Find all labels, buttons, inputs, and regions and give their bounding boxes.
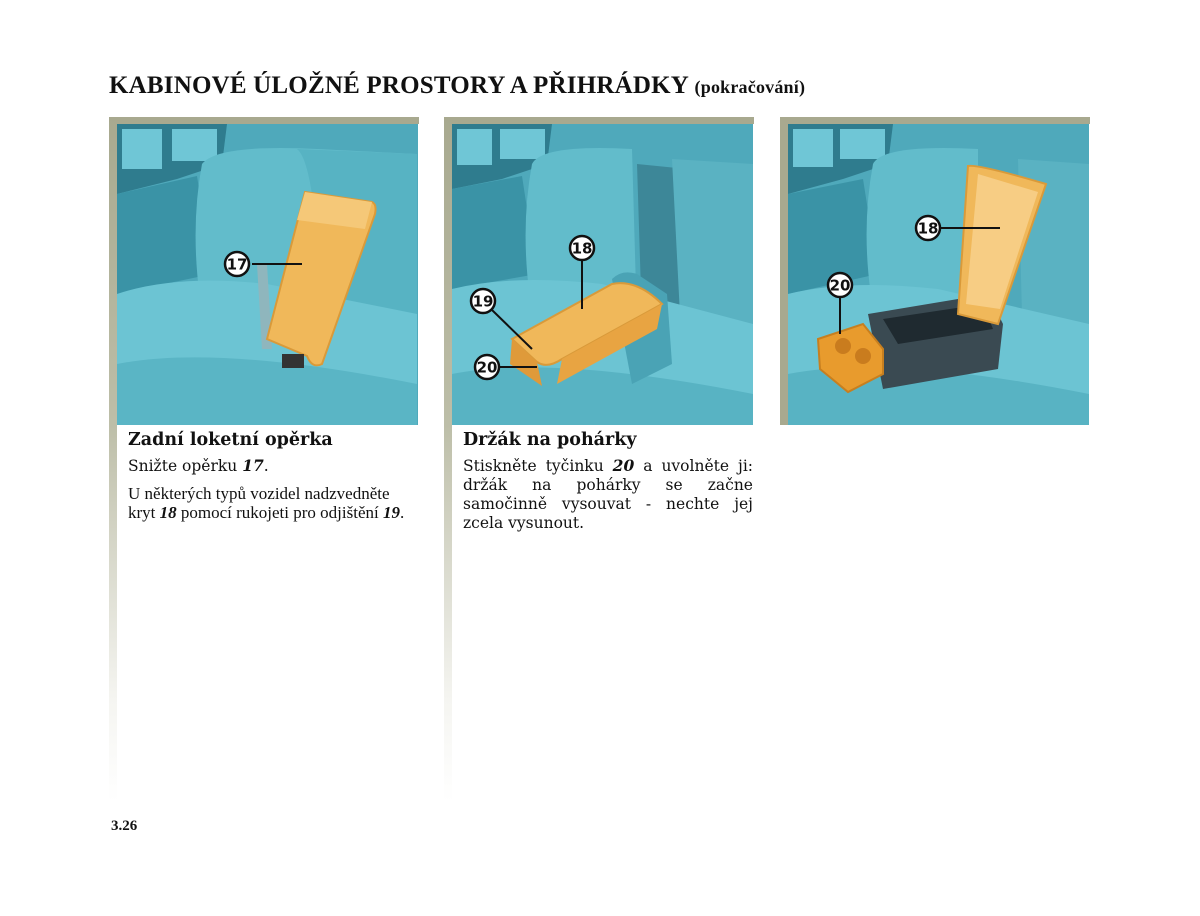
column-left-rule — [444, 117, 452, 802]
paragraph: Snižte opěrku 17. — [128, 456, 269, 475]
column-top-rule — [780, 117, 1090, 124]
page-title — [109, 72, 805, 100]
section-heading: Držák na pohárky — [463, 430, 637, 450]
section-heading: Zadní loketní opěrka — [128, 430, 333, 450]
svg-text:17: 17 — [226, 255, 248, 274]
column-text — [463, 431, 753, 541]
title-main: KABINOVÉ ÚLOŽNÉ PROSTORY A PŘIHRÁDKY — [109, 72, 689, 99]
page-number: 3.26 — [111, 818, 138, 834]
svg-text:19: 19 — [472, 292, 494, 311]
photo-armrest-folded — [117, 124, 418, 425]
title-continuation: (pokračování) — [694, 77, 806, 97]
svg-text:20: 20 — [476, 358, 498, 377]
photo-cup-holder-open — [788, 124, 1089, 425]
svg-text:18: 18 — [571, 239, 593, 258]
svg-text:20: 20 — [829, 276, 851, 295]
column-top-rule — [109, 117, 419, 124]
photo-armrest-down — [452, 124, 753, 425]
column-photo-open — [780, 117, 1090, 802]
paragraph: Stiskněte tyčinku 20 a uvolněte ji: držák na pohárky se začne samočinně vysouvat - nechte jej zcela vysunout. — [463, 456, 753, 532]
column-top-rule — [444, 117, 754, 124]
column-armrest — [109, 117, 419, 802]
svg-text:18: 18 — [917, 219, 939, 238]
paragraph: U některých typů vozidel nadzvedněte kryt 18 pomocí rukojeti pro odjištění 19. — [128, 484, 405, 522]
column-left-rule — [780, 117, 788, 425]
column-text — [128, 431, 418, 530]
column-cup-holder — [444, 117, 754, 802]
column-left-rule — [109, 117, 117, 802]
